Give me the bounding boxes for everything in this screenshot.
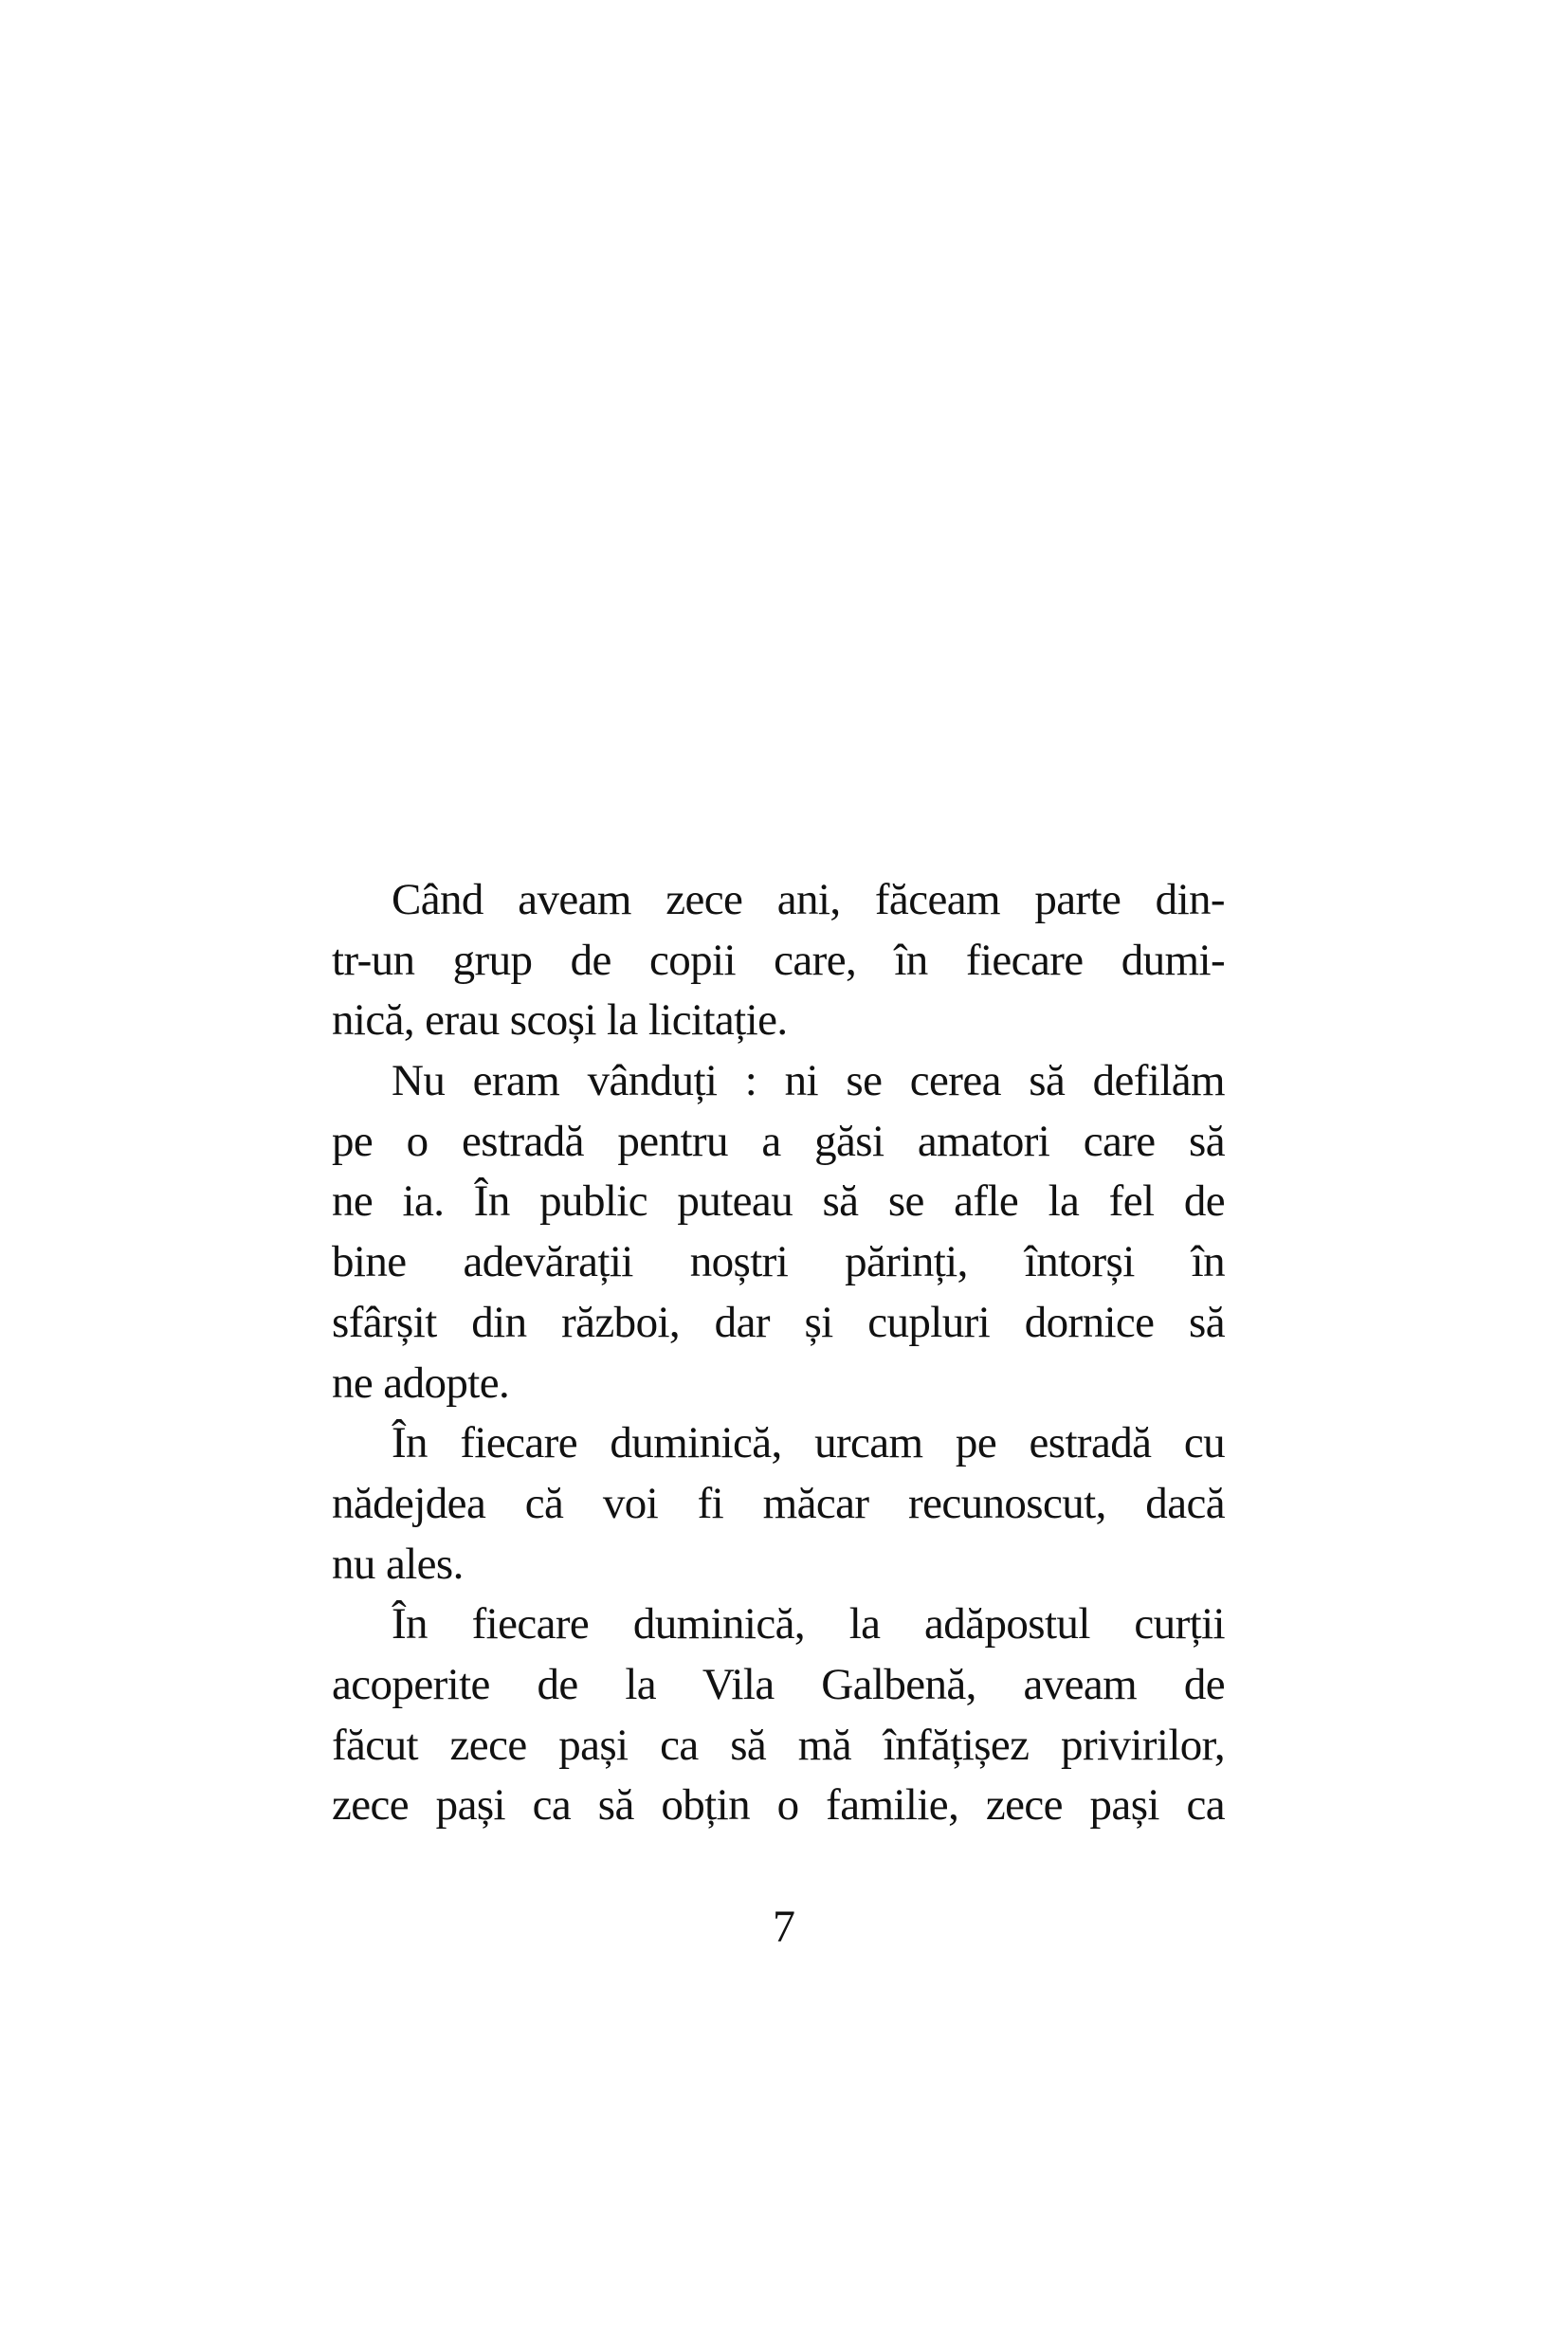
text-line: Când aveam zece ani, făceam parte din-	[392, 875, 1225, 924]
text-line: făcut zece pași ca să mă înfățișez privirilor,	[332, 1720, 1225, 1770]
text-line: zece pași ca să obțin o familie, zece pași ca	[332, 1780, 1225, 1831]
page-number: 7	[773, 1902, 795, 1952]
text-line: ne adopte.	[332, 1358, 510, 1408]
text-line: sfârșit din război, dar și cupluri dornice să	[332, 1297, 1225, 1347]
text-line: Nu eram vânduți : ni se cerea să defilăm	[392, 1056, 1225, 1106]
text-line: nică, erau scoși la licitație.	[332, 995, 788, 1046]
text-line: nu ales.	[332, 1539, 464, 1589]
text-line: ne ia. În public puteau să se afle la fel de	[332, 1176, 1225, 1227]
text-line: bine adevărații noștri părinți, întorși în	[332, 1237, 1225, 1287]
text-line: acoperite de la Vila Galbenă, aveam de	[332, 1659, 1225, 1709]
text-line: În fiecare duminică, la adăpostul curții	[392, 1599, 1225, 1649]
text-line: pe o estradă pentru a găsi amatori care să	[332, 1116, 1225, 1166]
body-text	[332, 870, 1225, 1836]
text-line: În fiecare duminică, urcam pe estradă cu	[392, 1418, 1225, 1468]
text-line: nădejdea că voi fi măcar recunoscut, dacă	[332, 1478, 1225, 1528]
text-line: tr-un grup de copii care, în fiecare dumi-	[332, 935, 1225, 985]
